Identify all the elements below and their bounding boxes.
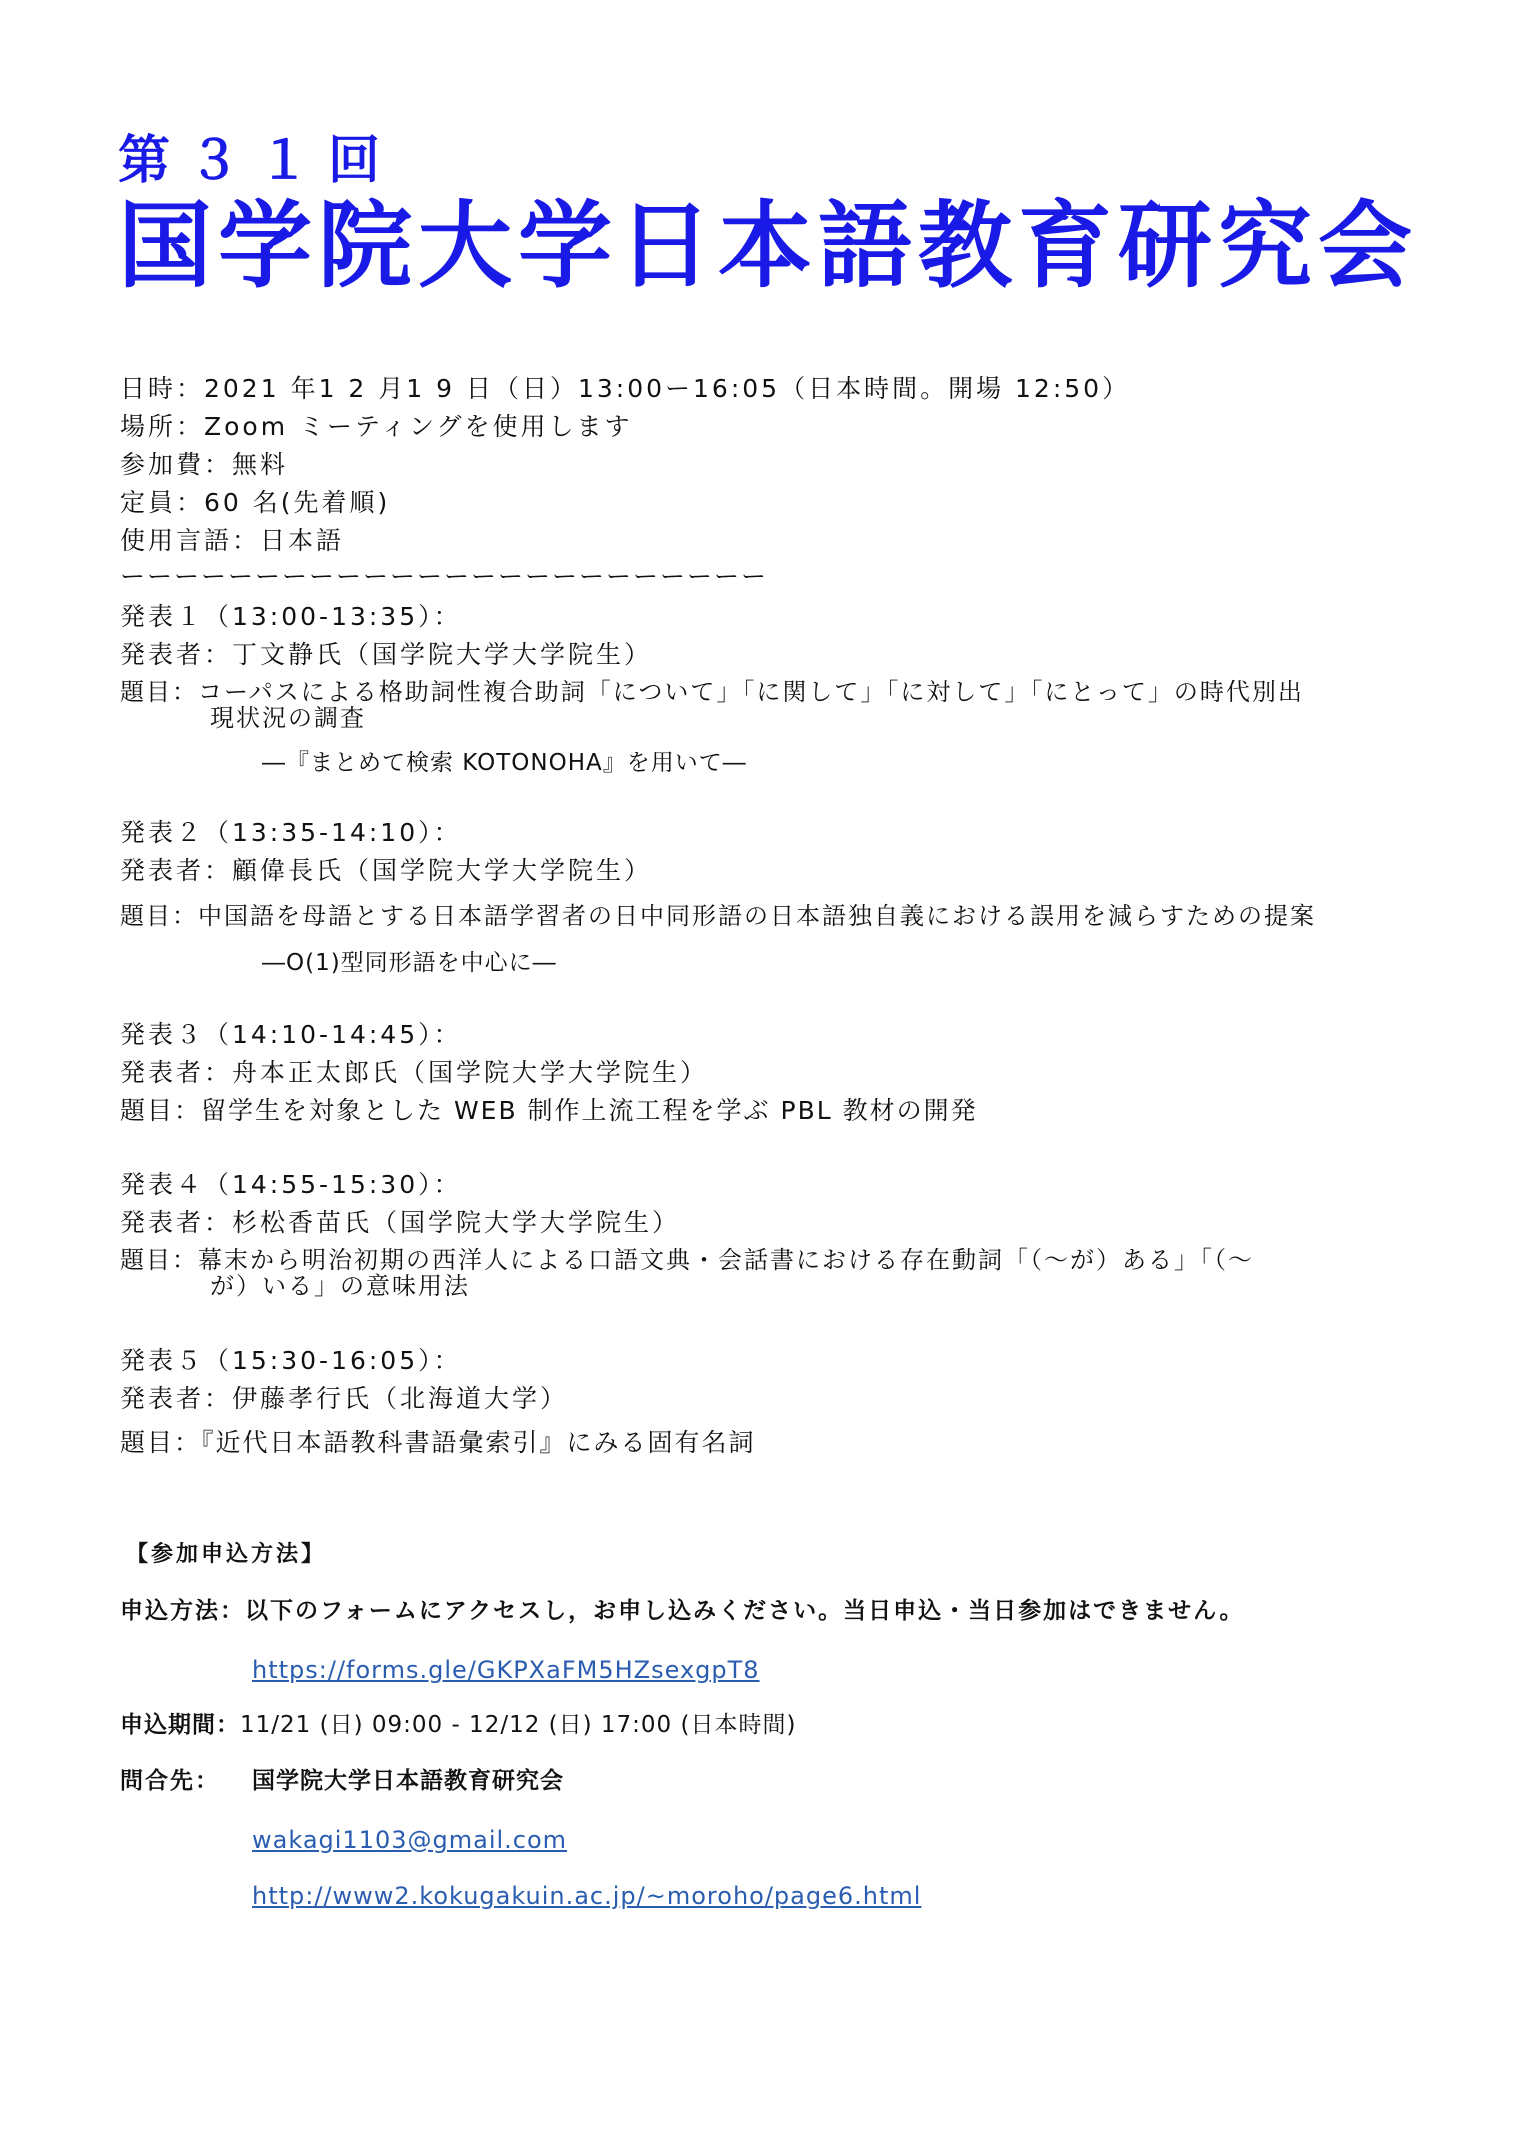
session-3-topic: 題目：留学生を対象とした WEB 制作上流工程を学ぶ PBL 教材の開発	[120, 1096, 978, 1125]
session-1-time: 発表１（13:00-13:35）：	[120, 602, 462, 631]
session-4-time: 発表４（14:55-15:30）：	[120, 1170, 462, 1199]
application-heading: 【参加申込方法】	[126, 1542, 327, 1567]
application-method: 申込方法：以下のフォームにアクセスし，お申し込みください。当日申込・当日参加はできません。	[120, 1598, 1245, 1624]
session-1-presenter: 発表者：丁文静氏（国学院大学大学院生）	[120, 640, 653, 669]
period-label: 申込期間：	[120, 1712, 240, 1738]
email-link[interactable]: wakagi1103@gmail.com	[252, 1826, 568, 1854]
edition-title: 第３１回	[118, 131, 399, 191]
website-link[interactable]: http://www2.kokugakuin.ac.jp/~moroho/page6.html	[252, 1882, 922, 1910]
session-5-topic: 題目：『近代日本語教科書語彙索引』にみる固有名詞	[120, 1428, 756, 1457]
session-3-time: 発表３（14:10-14:45）：	[120, 1020, 462, 1049]
event-language: 使用言語：日本語	[120, 526, 345, 555]
event-place: 場所：Zoom ミーティングを使用します	[120, 412, 633, 441]
session-4-topic: 題目：幕末から明治初期の西洋人による口語文典・会話書における存在動詞「（～が）ある」「（～	[120, 1246, 1254, 1274]
period-value: 11/21 (日) 09:00 - 12/12 (日) 17:00 (日本時間)	[240, 1712, 797, 1738]
event-title: 国学院大学日本語教育研究会	[118, 192, 1419, 301]
divider-line: ーーーーーーーーーーーーーーーーーーーーーーーー	[120, 562, 769, 591]
session-1-topic-cont: 現状況の調査	[210, 704, 366, 732]
form-link[interactable]: https://forms.gle/GKPXaFM5HZsexgpT8	[252, 1656, 760, 1684]
contact-name: 国学院大学日本語教育研究会	[252, 1768, 564, 1794]
event-capacity: 定員：60 名(先着順)	[120, 488, 391, 517]
session-2-presenter: 発表者：顧偉長氏（国学院大学大学院生）	[120, 856, 653, 885]
session-2-topic: 題目：中国語を母語とする日本語学習者の日中同形語の日本語独自義における誤用を減らすための提案	[120, 902, 1316, 930]
event-date: 日時：2021 年1 2 月1 9 日（日）13:00ー16:05（日本時間。開場 12:50）	[120, 374, 1131, 403]
session-4-topic-cont: が）いる」の意味用法	[210, 1272, 470, 1300]
application-period	[120, 1712, 796, 1740]
session-2-time: 発表２（13:35-14:10）：	[120, 818, 462, 847]
session-1-topic: 題目：コーパスによる格助詞性複合助詞「について」「に関して」「に対して」「にとって」の時代別出	[120, 678, 1304, 706]
session-3-presenter: 発表者：舟本正太郎氏（国学院大学大学院生）	[120, 1058, 709, 1087]
session-5-presenter: 発表者：伊藤孝行氏（北海道大学）	[120, 1384, 569, 1413]
session-2-subtitle: ―O(1)型同形語を中心に―	[262, 950, 557, 976]
contact-label: 問合先：	[120, 1768, 220, 1794]
session-1-subtitle: ―『まとめて検索 KOTONOHA』を用いて―	[262, 750, 747, 776]
session-5-time: 発表５（15:30-16:05）：	[120, 1346, 462, 1375]
event-fee: 参加費：無料	[120, 450, 289, 479]
session-4-presenter: 発表者：杉松香苗氏（国学院大学大学院生）	[120, 1208, 681, 1237]
